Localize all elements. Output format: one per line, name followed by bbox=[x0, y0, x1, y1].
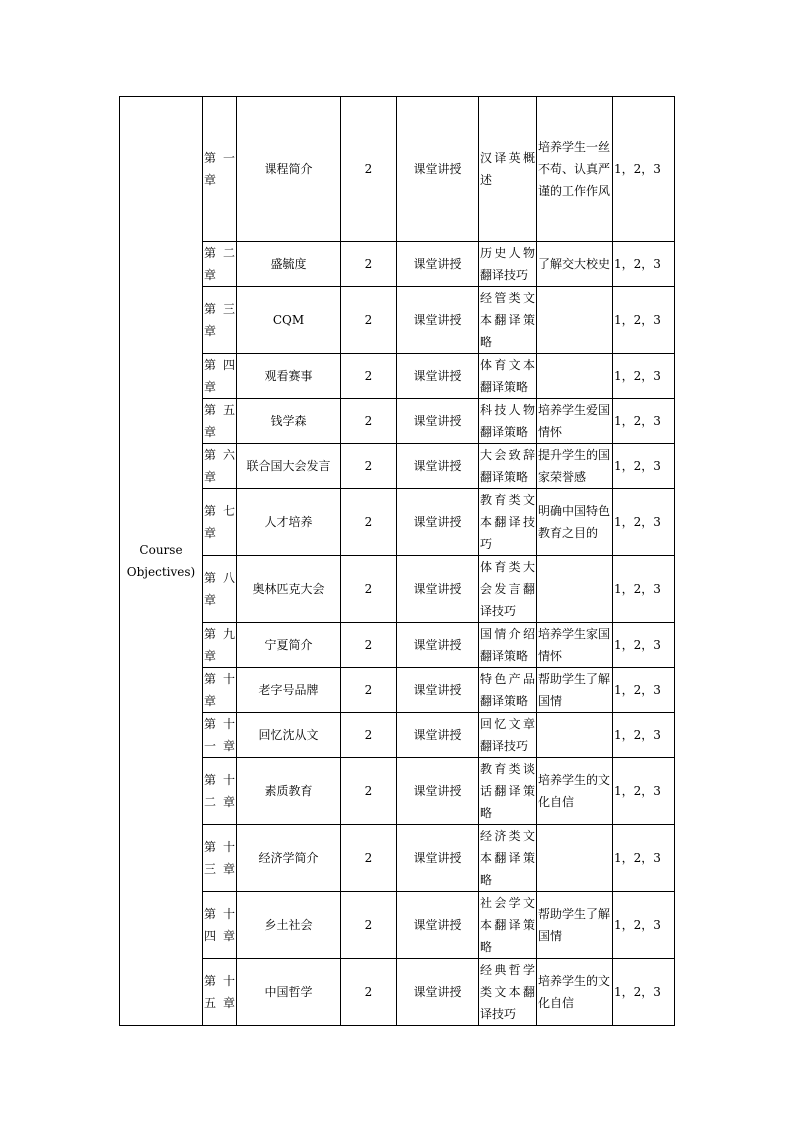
goal-cell: 提升学生的国家荣誉感 bbox=[537, 444, 613, 489]
hours-cell: 2 bbox=[341, 97, 397, 242]
table-row bbox=[120, 668, 675, 713]
skill-cell: 科技人物翻译策略 bbox=[479, 399, 537, 444]
goal-cell: 帮助学生了解国情 bbox=[537, 668, 613, 713]
title-cell: 奥林匹克大会 bbox=[237, 556, 341, 623]
objectives-cell: 1，2，3 bbox=[613, 959, 675, 1026]
skill-cell: 回忆文章翻译技巧 bbox=[479, 713, 537, 758]
goal-cell: 培养学生一丝不苟、认真严谨的工作作风 bbox=[537, 97, 613, 242]
course-objectives-header bbox=[120, 97, 203, 1026]
method-cell: 课堂讲授 bbox=[397, 354, 479, 399]
method-cell: 课堂讲授 bbox=[397, 713, 479, 758]
title-cell: 观看赛事 bbox=[237, 354, 341, 399]
title-cell: 钱学森 bbox=[237, 399, 341, 444]
title-cell: 中国哲学 bbox=[237, 959, 341, 1026]
objectives-cell: 1，2，3 bbox=[613, 444, 675, 489]
table-row bbox=[120, 399, 675, 444]
hours-cell: 2 bbox=[341, 668, 397, 713]
chapter-cell: 第七章 bbox=[203, 489, 237, 556]
table-row bbox=[120, 959, 675, 1026]
table-row bbox=[120, 892, 675, 959]
table-row bbox=[120, 758, 675, 825]
skill-cell: 体育类大会发言翻译技巧 bbox=[479, 556, 537, 623]
table-row bbox=[120, 825, 675, 892]
goal-cell: 帮助学生了解国情 bbox=[537, 892, 613, 959]
title-cell: 人才培养 bbox=[237, 489, 341, 556]
method-cell: 课堂讲授 bbox=[397, 892, 479, 959]
goal-cell bbox=[537, 713, 613, 758]
objectives-cell: 1，2，3 bbox=[613, 623, 675, 668]
chapter-cell: 第三章 bbox=[203, 287, 237, 354]
title-cell: 宁夏简介 bbox=[237, 623, 341, 668]
table-row bbox=[120, 556, 675, 623]
objectives-cell: 1，2，3 bbox=[613, 556, 675, 623]
method-cell: 课堂讲授 bbox=[397, 758, 479, 825]
method-cell: 课堂讲授 bbox=[397, 825, 479, 892]
goal-cell bbox=[537, 354, 613, 399]
skill-cell: 历史人物翻译技巧 bbox=[479, 242, 537, 287]
skill-cell: 体育文本翻译策略 bbox=[479, 354, 537, 399]
hours-cell: 2 bbox=[341, 825, 397, 892]
chapter-cell: 第二章 bbox=[203, 242, 237, 287]
method-cell: 课堂讲授 bbox=[397, 556, 479, 623]
table-row bbox=[120, 444, 675, 489]
objectives-cell: 1，2，3 bbox=[613, 713, 675, 758]
hours-cell: 2 bbox=[341, 354, 397, 399]
goal-cell bbox=[537, 287, 613, 354]
objectives-cell: 1，2，3 bbox=[613, 242, 675, 287]
objectives-header-line1: Course bbox=[139, 543, 183, 557]
table-row bbox=[120, 287, 675, 354]
hours-cell: 2 bbox=[341, 623, 397, 668]
skill-cell: 大会致辞翻译策略 bbox=[479, 444, 537, 489]
hours-cell: 2 bbox=[341, 892, 397, 959]
method-cell: 课堂讲授 bbox=[397, 668, 479, 713]
chapter-cell: 第十四章 bbox=[203, 892, 237, 959]
method-cell: 课堂讲授 bbox=[397, 287, 479, 354]
table-row bbox=[120, 97, 675, 242]
course-schedule-table bbox=[119, 96, 675, 1026]
chapter-cell: 第十三章 bbox=[203, 825, 237, 892]
goal-cell: 培养学生的文化自信 bbox=[537, 758, 613, 825]
hours-cell: 2 bbox=[341, 959, 397, 1026]
chapter-cell: 第九章 bbox=[203, 623, 237, 668]
title-cell: 素质教育 bbox=[237, 758, 341, 825]
hours-cell: 2 bbox=[341, 444, 397, 489]
goal-cell bbox=[537, 825, 613, 892]
skill-cell: 经管类文本翻译策略 bbox=[479, 287, 537, 354]
method-cell: 课堂讲授 bbox=[397, 959, 479, 1026]
goal-cell bbox=[537, 556, 613, 623]
table-row bbox=[120, 242, 675, 287]
hours-cell: 2 bbox=[341, 713, 397, 758]
objectives-cell: 1，2，3 bbox=[613, 354, 675, 399]
title-cell: 回忆沈从文 bbox=[237, 713, 341, 758]
hours-cell: 2 bbox=[341, 489, 397, 556]
skill-cell: 国情介绍翻译策略 bbox=[479, 623, 537, 668]
method-cell: 课堂讲授 bbox=[397, 489, 479, 556]
method-cell: 课堂讲授 bbox=[397, 242, 479, 287]
chapter-cell: 第十二章 bbox=[203, 758, 237, 825]
method-cell: 课堂讲授 bbox=[397, 399, 479, 444]
objectives-cell: 1，2，3 bbox=[613, 287, 675, 354]
objectives-cell: 1，2，3 bbox=[613, 399, 675, 444]
title-cell: 乡土社会 bbox=[237, 892, 341, 959]
table-row bbox=[120, 623, 675, 668]
method-cell: 课堂讲授 bbox=[397, 97, 479, 242]
objectives-header-line2: Objectives) bbox=[126, 565, 196, 579]
title-cell: 盛毓度 bbox=[237, 242, 341, 287]
chapter-cell: 第十五章 bbox=[203, 959, 237, 1026]
title-cell: 老字号品牌 bbox=[237, 668, 341, 713]
objectives-cell: 1，2，3 bbox=[613, 668, 675, 713]
method-cell: 课堂讲授 bbox=[397, 623, 479, 668]
goal-cell: 培养学生的文化自信 bbox=[537, 959, 613, 1026]
goal-cell: 培养学生爱国情怀 bbox=[537, 399, 613, 444]
chapter-cell: 第四章 bbox=[203, 354, 237, 399]
chapter-cell: 第六章 bbox=[203, 444, 237, 489]
chapter-cell: 第五章 bbox=[203, 399, 237, 444]
skill-cell: 社会学文本翻译策略 bbox=[479, 892, 537, 959]
hours-cell: 2 bbox=[341, 758, 397, 825]
objectives-cell: 1，2，3 bbox=[613, 489, 675, 556]
title-cell: 联合国大会发言 bbox=[237, 444, 341, 489]
goal-cell: 明确中国特色教育之目的 bbox=[537, 489, 613, 556]
skill-cell: 特色产品翻译策略 bbox=[479, 668, 537, 713]
skill-cell: 教育类文本翻译技巧 bbox=[479, 489, 537, 556]
chapter-cell: 第十章 bbox=[203, 668, 237, 713]
objectives-cell: 1，2，3 bbox=[613, 97, 675, 242]
chapter-cell: 第一章 bbox=[203, 97, 237, 242]
hours-cell: 2 bbox=[341, 399, 397, 444]
hours-cell: 2 bbox=[341, 287, 397, 354]
objectives-cell: 1，2，3 bbox=[613, 758, 675, 825]
chapter-cell: 第八章 bbox=[203, 556, 237, 623]
table-row bbox=[120, 713, 675, 758]
goal-cell: 了解交大校史 bbox=[537, 242, 613, 287]
title-cell: 经济学简介 bbox=[237, 825, 341, 892]
table-row bbox=[120, 489, 675, 556]
objectives-cell: 1，2，3 bbox=[613, 892, 675, 959]
skill-cell: 经典哲学类文本翻译技巧 bbox=[479, 959, 537, 1026]
skill-cell: 经济类文本翻译策略 bbox=[479, 825, 537, 892]
objectives-cell: 1，2，3 bbox=[613, 825, 675, 892]
title-cell: 课程简介 bbox=[237, 97, 341, 242]
chapter-cell: 第十一章 bbox=[203, 713, 237, 758]
hours-cell: 2 bbox=[341, 556, 397, 623]
method-cell: 课堂讲授 bbox=[397, 444, 479, 489]
skill-cell: 汉译英概述 bbox=[479, 97, 537, 242]
hours-cell: 2 bbox=[341, 242, 397, 287]
table-row bbox=[120, 354, 675, 399]
goal-cell: 培养学生家国情怀 bbox=[537, 623, 613, 668]
skill-cell: 教育类谈话翻译策略 bbox=[479, 758, 537, 825]
title-cell: CQM bbox=[237, 287, 341, 354]
